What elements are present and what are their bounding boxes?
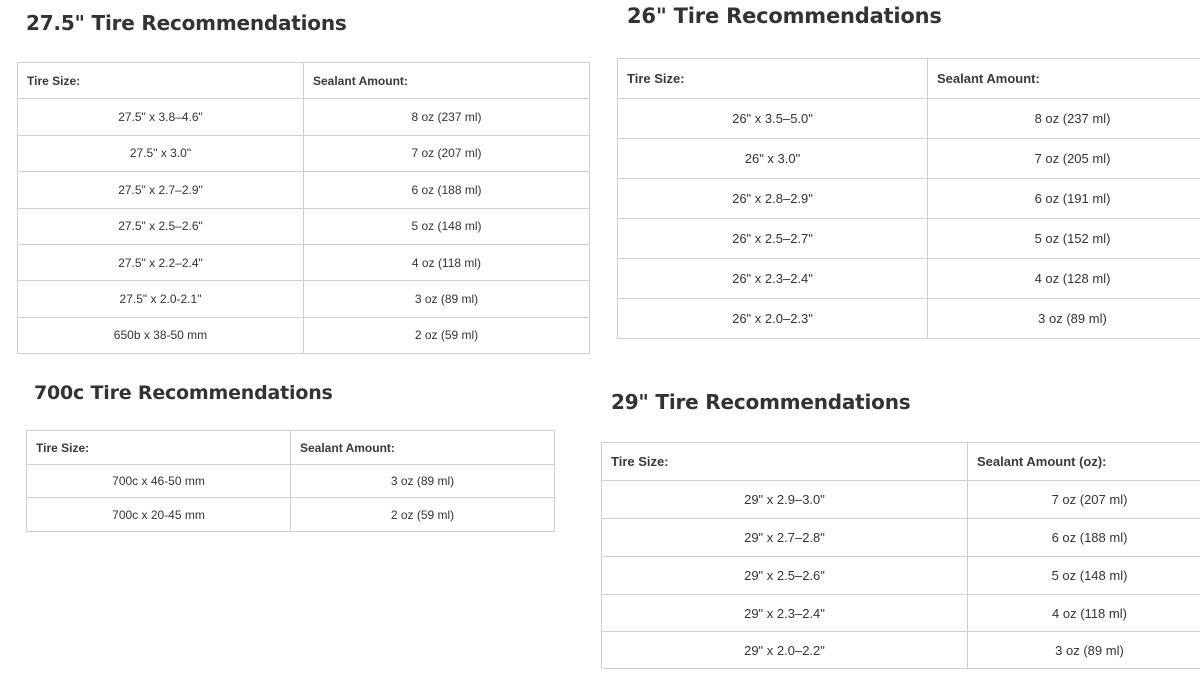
cell-tire-size: 29" x 2.0–2.2"	[602, 632, 968, 669]
table-row	[618, 219, 1200, 259]
table-row	[18, 172, 590, 208]
cell-sealant-amount: 6 oz (188 ml)	[968, 519, 1200, 557]
cell-tire-size: 29" x 2.7–2.8"	[602, 519, 968, 557]
cell-sealant-amount: 8 oz (237 ml)	[928, 99, 1200, 139]
header-tire-size: Tire Size:	[618, 59, 928, 99]
cell-sealant-amount: 4 oz (118 ml)	[968, 595, 1200, 632]
header-sealant-amount: Sealant Amount (oz):	[968, 443, 1200, 481]
table-header-row	[602, 443, 1200, 481]
table-row	[18, 281, 590, 317]
table-row	[18, 244, 590, 280]
cell-sealant-amount: 6 oz (191 ml)	[928, 179, 1200, 219]
cell-sealant-amount: 8 oz (237 ml)	[304, 99, 590, 135]
table-row	[18, 208, 590, 244]
title-27-5-tires: 27.5" Tire Recommendations	[26, 11, 347, 35]
cell-tire-size: 27.5" x 3.0"	[18, 135, 304, 171]
table-row	[618, 99, 1200, 139]
table-27-5-tires	[17, 62, 590, 354]
cell-sealant-amount: 3 oz (89 ml)	[304, 281, 590, 317]
cell-tire-size: 26" x 3.5–5.0"	[618, 99, 928, 139]
table-row	[602, 481, 1200, 519]
table-header-row	[618, 59, 1200, 99]
table-row	[18, 317, 590, 353]
table-header-row	[27, 431, 555, 465]
cell-sealant-amount: 3 oz (89 ml)	[291, 465, 555, 498]
cell-tire-size: 26" x 3.0"	[618, 139, 928, 179]
header-sealant-amount: Sealant Amount:	[928, 59, 1200, 99]
table-row	[602, 595, 1200, 632]
title-26-tires: 26" Tire Recommendations	[627, 4, 942, 28]
table-row	[618, 139, 1200, 179]
cell-sealant-amount: 3 oz (89 ml)	[928, 299, 1200, 339]
cell-sealant-amount: 7 oz (207 ml)	[304, 135, 590, 171]
header-sealant-amount: Sealant Amount:	[291, 431, 555, 465]
cell-sealant-amount: 5 oz (152 ml)	[928, 219, 1200, 259]
cell-sealant-amount: 5 oz (148 ml)	[304, 208, 590, 244]
header-tire-size: Tire Size:	[602, 443, 968, 481]
cell-tire-size: 650b x 38-50 mm	[18, 317, 304, 353]
cell-sealant-amount: 4 oz (118 ml)	[304, 244, 590, 280]
table-row	[602, 557, 1200, 595]
table-row	[27, 465, 555, 498]
cell-tire-size: 26" x 2.8–2.9"	[618, 179, 928, 219]
header-sealant-amount: Sealant Amount:	[304, 63, 590, 99]
cell-tire-size: 26" x 2.0–2.3"	[618, 299, 928, 339]
cell-sealant-amount: 4 oz (128 ml)	[928, 259, 1200, 299]
cell-tire-size: 27.5" x 2.7–2.9"	[18, 172, 304, 208]
table-row	[18, 99, 590, 135]
cell-sealant-amount: 2 oz (59 ml)	[291, 498, 555, 532]
table-26-tires	[617, 58, 1200, 339]
table-header-row	[18, 63, 590, 99]
cell-tire-size: 700c x 46-50 mm	[27, 465, 291, 498]
cell-tire-size: 27.5" x 2.2–2.4"	[18, 244, 304, 280]
table-row	[602, 632, 1200, 669]
cell-tire-size: 29" x 2.3–2.4"	[602, 595, 968, 632]
table-row	[618, 259, 1200, 299]
table-700c-tires	[26, 430, 555, 532]
table-row	[18, 135, 590, 171]
cell-sealant-amount: 7 oz (205 ml)	[928, 139, 1200, 179]
cell-tire-size: 27.5" x 2.0-2.1"	[18, 281, 304, 317]
cell-tire-size: 29" x 2.9–3.0"	[602, 481, 968, 519]
cell-tire-size: 27.5" x 3.8–4.6"	[18, 99, 304, 135]
table-row	[602, 519, 1200, 557]
cell-tire-size: 27.5" x 2.5–2.6"	[18, 208, 304, 244]
cell-sealant-amount: 7 oz (207 ml)	[968, 481, 1200, 519]
cell-tire-size: 700c x 20-45 mm	[27, 498, 291, 532]
header-tire-size: Tire Size:	[18, 63, 304, 99]
cell-sealant-amount: 6 oz (188 ml)	[304, 172, 590, 208]
cell-tire-size: 26" x 2.3–2.4"	[618, 259, 928, 299]
table-29-tires	[601, 442, 1200, 669]
cell-tire-size: 29" x 2.5–2.6"	[602, 557, 968, 595]
cell-tire-size: 26" x 2.5–2.7"	[618, 219, 928, 259]
cell-sealant-amount: 3 oz (89 ml)	[968, 632, 1200, 669]
cell-sealant-amount: 5 oz (148 ml)	[968, 557, 1200, 595]
table-row	[618, 179, 1200, 219]
header-tire-size: Tire Size:	[27, 431, 291, 465]
cell-sealant-amount: 2 oz (59 ml)	[304, 317, 590, 353]
table-row	[27, 498, 555, 532]
table-row	[618, 299, 1200, 339]
title-29-tires: 29" Tire Recommendations	[611, 390, 911, 414]
title-700c-tires: 700c Tire Recommendations	[34, 382, 333, 404]
